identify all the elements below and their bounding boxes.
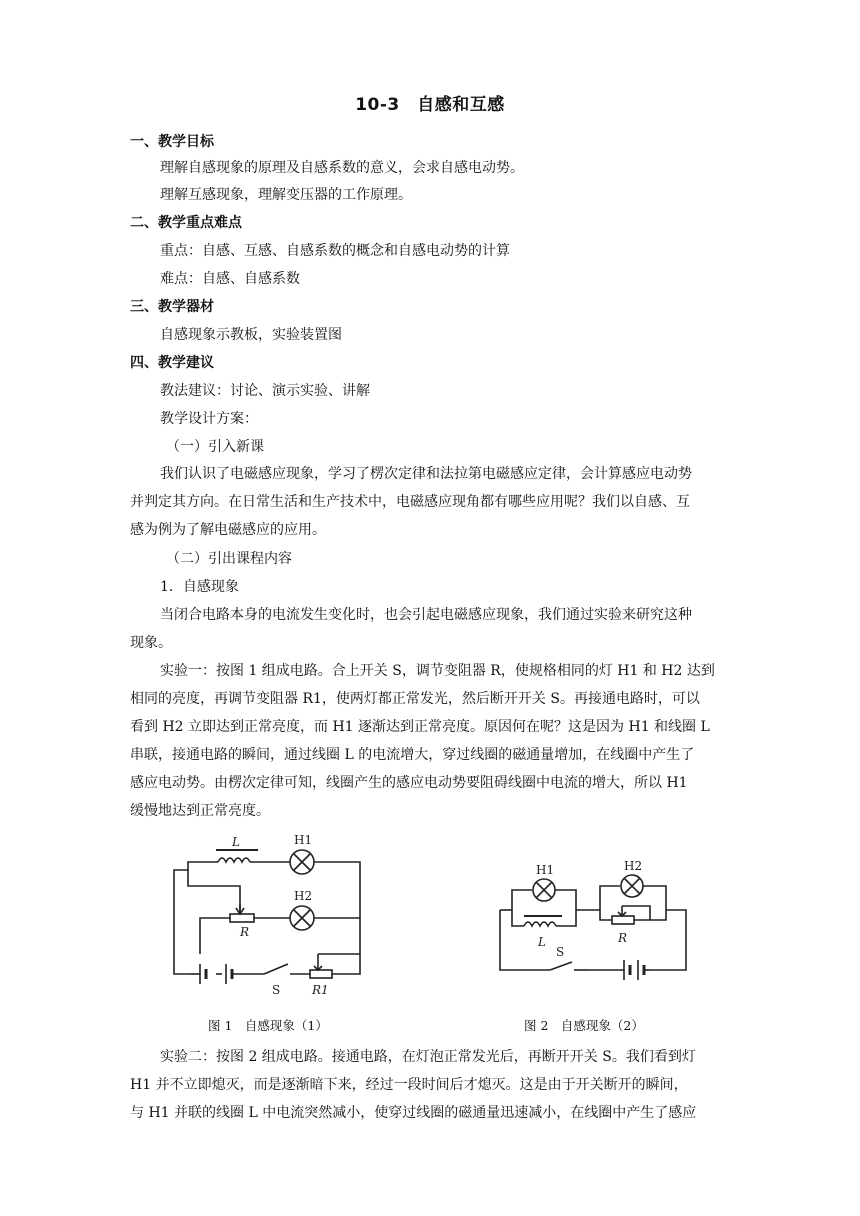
label-R: R: [618, 931, 628, 945]
text-line: H1 并不立即熄灭，而是逐渐暗下来，经过一段时间后才熄灭。这是由于开关断开的瞬间，: [130, 1077, 688, 1093]
list-item: 1．自感现象: [160, 579, 239, 595]
text-line: 实验二：按图 2 组成电路。接通电路，在灯泡正常发光后，再断开开关 S。我们看到灯: [160, 1049, 696, 1065]
text-line: 实验一：按图 1 组成电路。合上开关 S，调节变阻器 R，使规格相同的灯 H1 和 H2 达到: [160, 663, 715, 679]
figure-1-circuit: [160, 834, 390, 1004]
subheading: （一）引入新课: [166, 439, 264, 455]
text-line: 重点：自感、互感、自感系数的概念和自感电动势的计算: [160, 243, 510, 259]
section-heading-objectives: 一、教学目标: [130, 134, 214, 150]
figure-2-caption: 图 2 自感现象（2）: [524, 1018, 644, 1033]
subheading: （二）引出课程内容: [166, 551, 292, 567]
text-line: 感应电动势。由楞次定律可知，线圈产生的感应电动势要阻碍线圈中电流的增大，所以 H1: [130, 775, 688, 791]
text-line: 自感现象示教板，实验装置图: [160, 327, 342, 343]
text-line: 感为例为了解电磁感应的应用。: [130, 522, 326, 538]
text-line: 教学设计方案：: [160, 411, 258, 427]
text-line: 当闭合电路本身的电流发生变化时，也会引起电磁感应现象，我们通过实验来研究这种: [160, 607, 692, 623]
label-S: S: [556, 945, 565, 959]
text-line: 缓慢地达到正常亮度。: [130, 803, 270, 819]
section-heading-suggestions: 四、教学建议: [130, 355, 214, 371]
text-line: 并判定其方向。在日常生活和生产技术中，电磁感应现角都有哪些应用呢？我们以自感、互: [130, 494, 690, 510]
text-line: 与 H1 并联的线圈 L 中电流突然减小，使穿过线圈的磁通量迅速减小，在线圈中产生了感应: [130, 1105, 697, 1121]
figure-2-circuit: [490, 850, 700, 990]
label-R: R: [240, 925, 250, 939]
text-line: 理解互感现象，理解变压器的工作原理。: [160, 187, 412, 203]
label-L: L: [538, 935, 546, 949]
text-line: 我们认识了电磁感应现象，学习了楞次定律和法拉第电磁感应定律，会计算感应电动势: [160, 466, 692, 482]
section-heading-equipment: 三、教学器材: [130, 299, 214, 315]
label-L: L: [232, 835, 240, 849]
label-H1: H1: [536, 863, 555, 877]
label-R1: R1: [312, 983, 329, 997]
text-line: 现象。: [130, 635, 172, 651]
text-line: 串联，接通电路的瞬间，通过线圈 L 的电流增大，穿过线圈的磁通量增加，在线圈中产生了: [130, 747, 695, 763]
text-line: 难点：自感、自感系数: [160, 271, 300, 287]
label-H2: H2: [294, 889, 313, 903]
text-line: 看到 H2 立即达到正常亮度，而 H1 逐渐达到正常亮度。原因何在呢？这是因为 H1 和线圈 L: [130, 719, 710, 735]
text-line: 教法建议：讨论、演示实验、讲解: [160, 383, 370, 399]
text-line: 理解自感现象的原理及自感系数的意义，会求自感电动势。: [160, 160, 524, 176]
label-H2: H2: [624, 859, 643, 873]
text-line: 相同的亮度，再调节变阻器 R1，使两灯都正常发光，然后断开开关 S。再接通电路时，可以: [130, 691, 700, 707]
page-title: 10-3 自感和互感: [355, 95, 505, 115]
section-heading-keypoints: 二、教学重点难点: [130, 215, 242, 231]
label-H1: H1: [294, 834, 313, 847]
label-S: S: [272, 983, 281, 997]
figure-1-caption: 图 1 自感现象（1）: [208, 1018, 328, 1033]
